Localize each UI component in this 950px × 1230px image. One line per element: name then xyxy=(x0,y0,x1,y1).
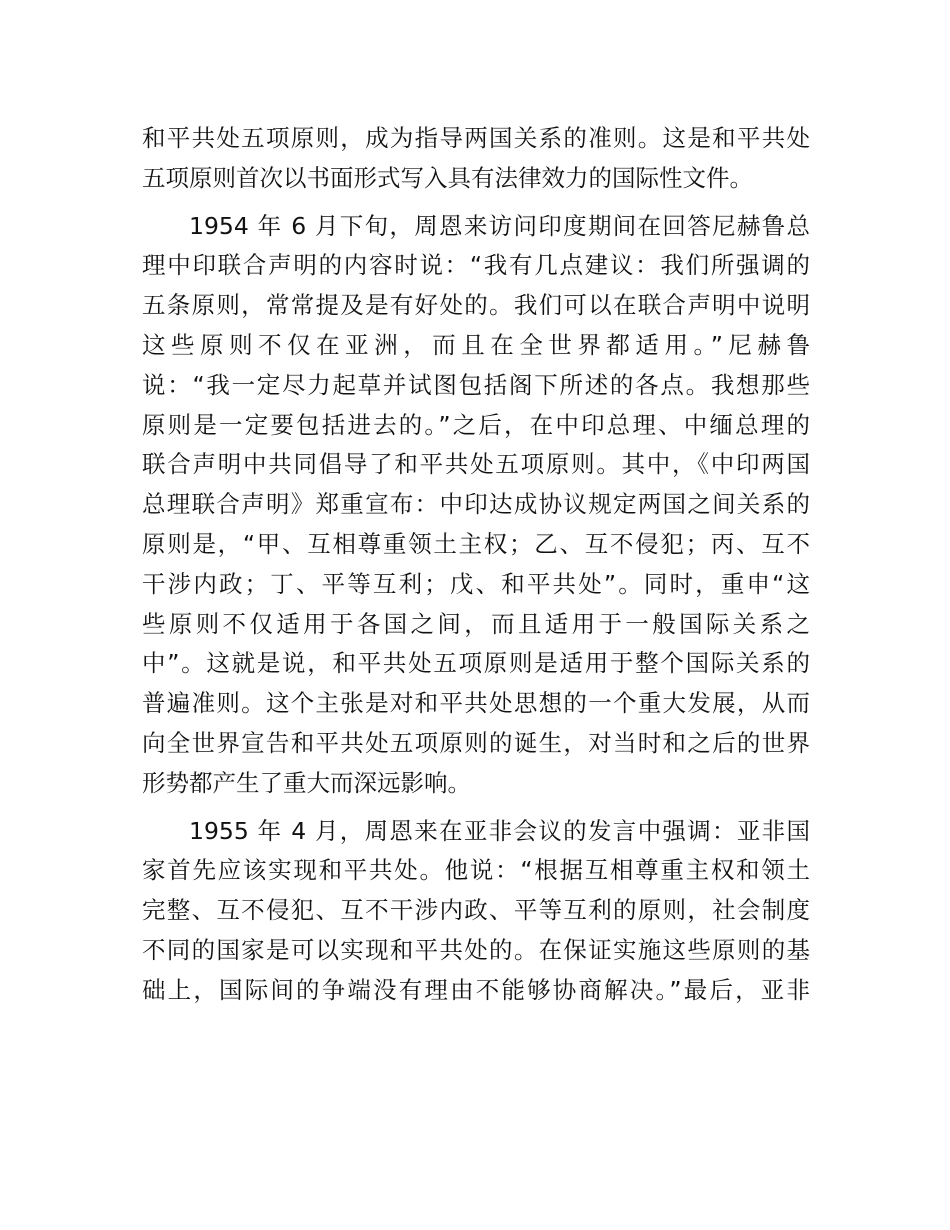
text-line: 普遍准则。这个主张是对和平共处思想的一个重大发展，从而 xyxy=(142,689,810,718)
text-line: 说：“我一定尽力起草并试图包括阁下所述的各点。我想那些 xyxy=(142,370,810,399)
text-line: 础上，国际间的争端没有理由不能够协商解决。”最后，亚非 xyxy=(142,975,810,1004)
text-line: 理中印联合声明的内容时说：“我有几点建议：我们所强调的 xyxy=(142,251,810,280)
text-line: 五条原则，常常提及是有好处的。我们可以在联合声明中说明 xyxy=(142,291,810,320)
text-line: 向全世界宣告和平共处五项原则的诞生，对当时和之后的世界 xyxy=(142,728,810,757)
text-line: 家首先应该实现和平共处。他说：“根据互相尊重主权和领土 xyxy=(142,856,810,885)
text-line: 完整、互不侵犯、互不干涉内政、平等互利的原则，社会制度 xyxy=(142,896,810,925)
paragraph-1955 xyxy=(142,812,810,1011)
text-line: 原则是一定要包括进去的。”之后，在中印总理、中缅总理的 xyxy=(142,410,810,439)
text-line: 形势都产生了重大而深远影响。 xyxy=(142,768,471,797)
text-line: 总理联合声明》郑重宣布：中印达成协议规定两国之间关系的 xyxy=(142,490,810,519)
text-line: 和平共处五项原则，成为指导两国关系的准则。这是和平共处 xyxy=(142,124,810,152)
paragraph-spacing xyxy=(142,199,810,207)
text-line: 五项原则首次以书面形式写入具有法律效力的国际性文件。 xyxy=(142,163,753,192)
paragraph-continuation xyxy=(142,119,810,199)
document-page xyxy=(142,119,810,1011)
text-line: 不同的国家是可以实现和平共处的。在保证实施这些原则的基 xyxy=(142,935,810,964)
text-line: 原则是，“甲、互相尊重领土主权；乙、互不侵犯；丙、互不 xyxy=(142,529,810,558)
text-line: 1955 年 4 月，周恩来在亚非会议的发言中强调：亚非国 xyxy=(189,816,810,845)
paragraph-1954 xyxy=(142,207,810,804)
text-line: 中”。这就是说，和平共处五项原则是适用于整个国际关系的 xyxy=(142,649,810,678)
text-line: 联合声明中共同倡导了和平共处五项原则。其中，《中印两国 xyxy=(142,450,810,479)
text-line: 这些原则不仅在亚洲，而且在全世界都适用。”尼赫鲁 xyxy=(142,330,810,359)
text-line: 些原则不仅适用于各国之间，而且适用于一般国际关系之 xyxy=(142,609,810,638)
text-line: 1954 年 6 月下旬，周恩来访问印度期间在回答尼赫鲁总 xyxy=(189,211,810,240)
paragraph-spacing xyxy=(142,804,810,812)
text-line: 干涉内政；丁、平等互利；戊、和平共处”。同时，重申“这 xyxy=(142,569,810,598)
